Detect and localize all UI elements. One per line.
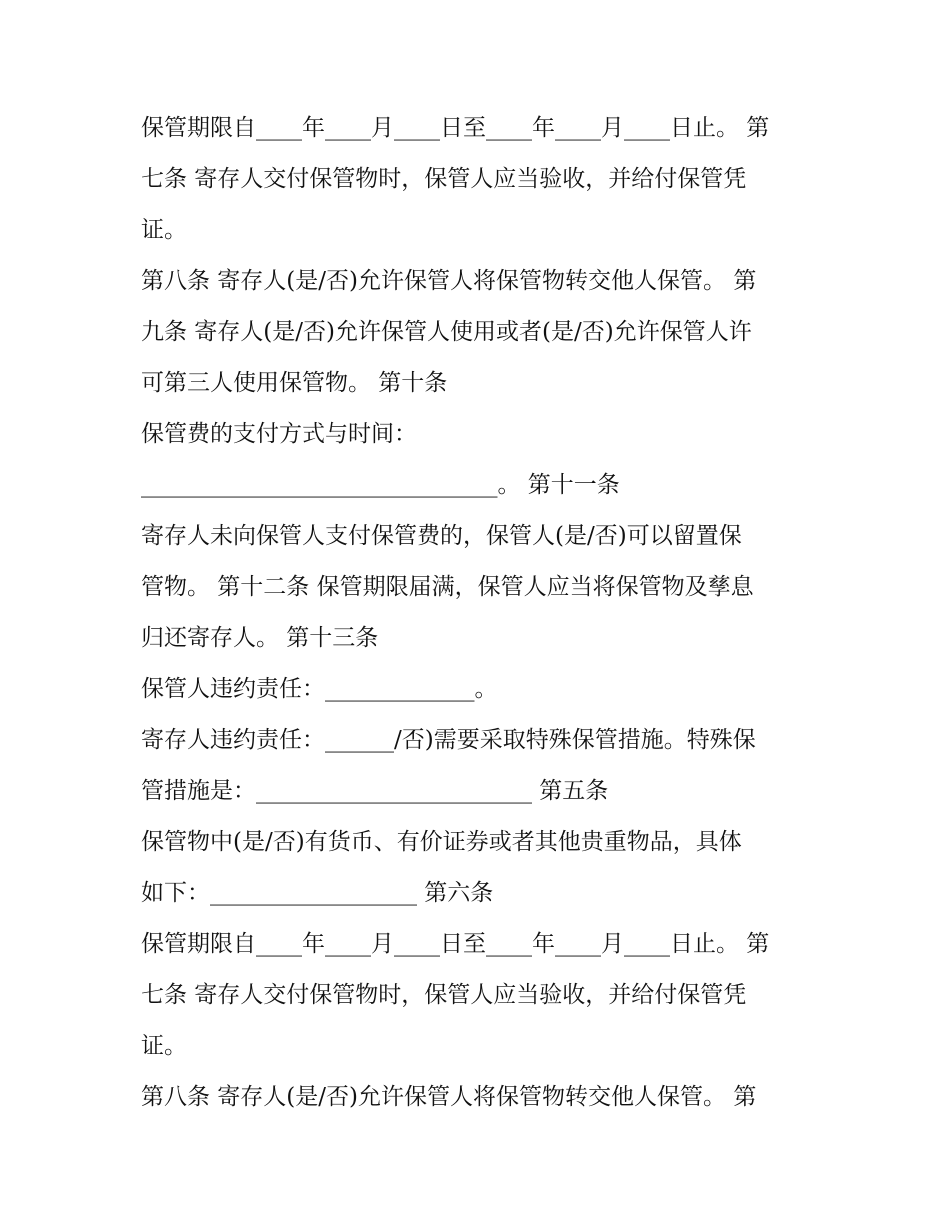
text-line: 保管期限自____年____月____日至____年____月____日止。 第 (141, 115, 770, 141)
text-line: 第八条 寄存人(是/否)允许保管人将保管物转交他人保管。 第 (141, 1084, 757, 1110)
text-line: 保管期限自____年____月____日至____年____月____日止。 第 (141, 931, 770, 957)
text-line: 管措施是：________________________ 第五条 (141, 778, 609, 804)
contract-text (141, 103, 811, 1123)
text-line: 证。 (141, 1033, 187, 1059)
text-line: 寄存人未向保管人支付保管费的，保管人(是/否)可以留置保 (141, 523, 742, 549)
text-line: 归还寄存人。 第十三条 (141, 625, 379, 651)
text-line: 可第三人使用保管物。 第十条 (141, 370, 448, 396)
text-line: 保管物中(是/否)有货币、有价证券或者其他贵重物品，具体 (141, 829, 742, 855)
text-line: 七条 寄存人交付保管物时，保管人应当验收，并给付保管凭 (141, 166, 747, 192)
text-line: 保管费的支付方式与时间： (141, 421, 417, 447)
text-line: 证。 (141, 217, 187, 243)
text-line: 管物。 第十二条 保管期限届满，保管人应当将保管物及孳息 (141, 574, 754, 600)
text-line: 第八条 寄存人(是/否)允许保管人将保管物转交他人保管。 第 (141, 268, 757, 294)
text-line: 保管人违约责任：_____________。 (141, 676, 498, 702)
text-line: _______________________________。 第十一条 (141, 472, 620, 498)
text-line: 九条 寄存人(是/否)允许保管人使用或者(是/否)允许保管人许 (141, 319, 752, 345)
text-line: 寄存人违约责任：______/否)需要采取特殊保管措施。特殊保 (141, 727, 756, 753)
text-line: 七条 寄存人交付保管物时，保管人应当验收，并给付保管凭 (141, 982, 747, 1008)
text-line: 如下：__________________ 第六条 (141, 880, 494, 906)
